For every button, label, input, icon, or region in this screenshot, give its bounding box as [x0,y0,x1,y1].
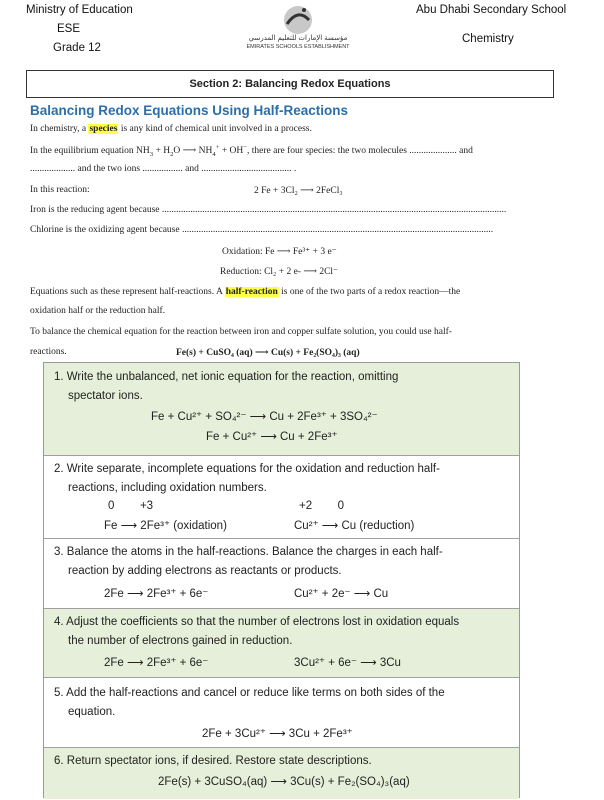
step-3-text-line1: 3. Balance the atoms in the half-reactions. Balance the charges in each half- [54,546,443,558]
species-pre: In chemistry, a [30,124,89,134]
step-5 [44,677,519,747]
step-4-text-line1: 4. Adjust the coefficients so that the number of electrons lost in oxidation equals [54,616,460,628]
step-5-text-line2: equation. [68,706,116,718]
species-definition [30,124,312,134]
school-label: Abu Dhabi Secondary School [416,4,567,16]
oxidation-half: Oxidation: Fe ⟶ Fe³⁺ + 3 e⁻ [222,247,337,257]
grade-label: Grade 12 [53,42,101,54]
species-post: is any kind of chemical unit involved in a process. [118,124,312,134]
step-6-equation: 2Fe(s) + 3CuSO₄(aq) ⟶ 3Cu(s) + Fe₂(SO₄)₃(aq) [158,776,410,788]
step-4-reduction-eq: 3Cu²⁺ + 6e⁻ ⟶ 3Cu [294,657,401,669]
step-2-ox-numbers-right: +2 0 [299,500,345,512]
iron-copper-equation: Fe(s) + CuSO₄ (aq) ⟶ Cu(s) + Fe₂(SO₄)₃ (aq) [176,348,360,358]
step-2-reduction-eq: Cu²⁺ ⟶ Cu (reduction) [294,520,415,532]
step-2-ox-numbers-left: 0 +3 [108,500,154,512]
equilibrium-post: , there are four species: the two molecules .................... and [247,146,473,156]
ministry-label: Ministry of Education [26,4,133,16]
species-highlight: species [89,124,118,134]
reduction-half: Reduction: Cl₂ + 2 e- ⟶ 2Cl⁻ [220,267,339,277]
step-4-text-line2: the number of electrons gained in reduction. [68,635,293,647]
step-6-text-line1: 6. Return spectator ions, if desired. Restore state descriptions. [54,755,372,767]
step-1 [44,363,519,455]
step-2 [44,455,519,538]
section-title-box [26,70,554,98]
reaction-label: In this reaction: [30,185,90,195]
step-3-oxidation-eq: 2Fe ⟶ 2Fe³⁺ + 6e⁻ [104,588,209,600]
step-2-oxidation-eq: Fe ⟶ 2Fe³⁺ (oxidation) [104,520,227,532]
subject-label: Chemistry [462,33,514,45]
reaction-equation: 2 Fe + 3Cl₂ ⟶ 2FeCl₃ [254,186,343,196]
step-3 [44,538,519,608]
school-logo [278,2,318,36]
step-2-text-line2: reactions, including oxidation numbers. [68,482,267,494]
logo-caption [236,34,360,52]
chlorine-oxidizing-line: Chlorine is the oxidizing agent because ................................................................................................................................... [30,225,494,235]
equilibrium-line1: In the equilibrium equation $NH_3 + H_2O$ ⟶ $NH_4^+ + OH^-$, there are four species: the two molecules .................... and [30,143,473,158]
equilibrium-pre: In the equilibrium equation NH [30,146,150,156]
step-4-oxidation-eq: 2Fe ⟶ 2Fe³⁺ + 6e⁻ [104,657,209,669]
ese-label: ESE [57,23,81,35]
step-3-text-line2: reaction by adding electrons as reactants or products. [68,565,342,577]
half-reaction-highlight: half-reaction [225,287,278,297]
section-title: Section 2: Balancing Redox Equations [189,78,391,90]
logo-arabic: مؤسسة الإمارات للتعليم المدرسي [248,35,348,42]
step-1-text-line2: spectator ions. [68,390,143,402]
step-4 [44,608,519,677]
step-2-text-line1: 2. Write separate, incomplete equations for the oxidation and reduction half- [54,463,440,475]
step-5-equation: 2Fe + 3Cu²⁺ ⟶ 3Cu + 2Fe³⁺ [202,728,353,740]
steps-panel [43,362,520,798]
half-reaction-line2: oxidation half or the reduction half. [30,306,166,316]
step-3-reduction-eq: Cu²⁺ + 2e⁻ ⟶ Cu [294,588,389,600]
reactions-label: reactions. [30,347,67,357]
step-1-equation-full: Fe + Cu²⁺ + SO₄²⁻ ⟶ Cu + 2Fe³⁺ + 3SO₄²⁻ [151,411,378,423]
step-5-text-line1: 5. Add the half-reactions and cancel or reduce like terms on both sides of the [54,687,445,699]
equilibrium-line2: ................... and the two ions ................. and ...................................... . [30,164,297,174]
half-reaction-definition [30,287,460,297]
page-heading: Balancing Redox Equations Using Half-Reactions [30,103,349,118]
step-1-equation-net: Fe + Cu²⁺ ⟶ Cu + 2Fe³⁺ [206,431,338,443]
half-reaction-post: is one of the two parts of a redox reaction—the [278,287,461,297]
logo-english: EMIRATES SCHOOLS ESTABLISHMENT [246,44,350,50]
iron-copper-intro: To balance the chemical equation for the reaction between iron and copper sulfate solution, you could use half- [30,327,452,337]
step-1-text-line1: 1. Write the unbalanced, net ionic equation for the reaction, omitting [54,371,399,383]
half-reaction-pre: Equations such as these represent half-reactions. A [30,287,225,297]
step-6 [44,747,519,799]
iron-reducing-line: Iron is the reducing agent because ................................................................................................................................................. [30,205,507,215]
